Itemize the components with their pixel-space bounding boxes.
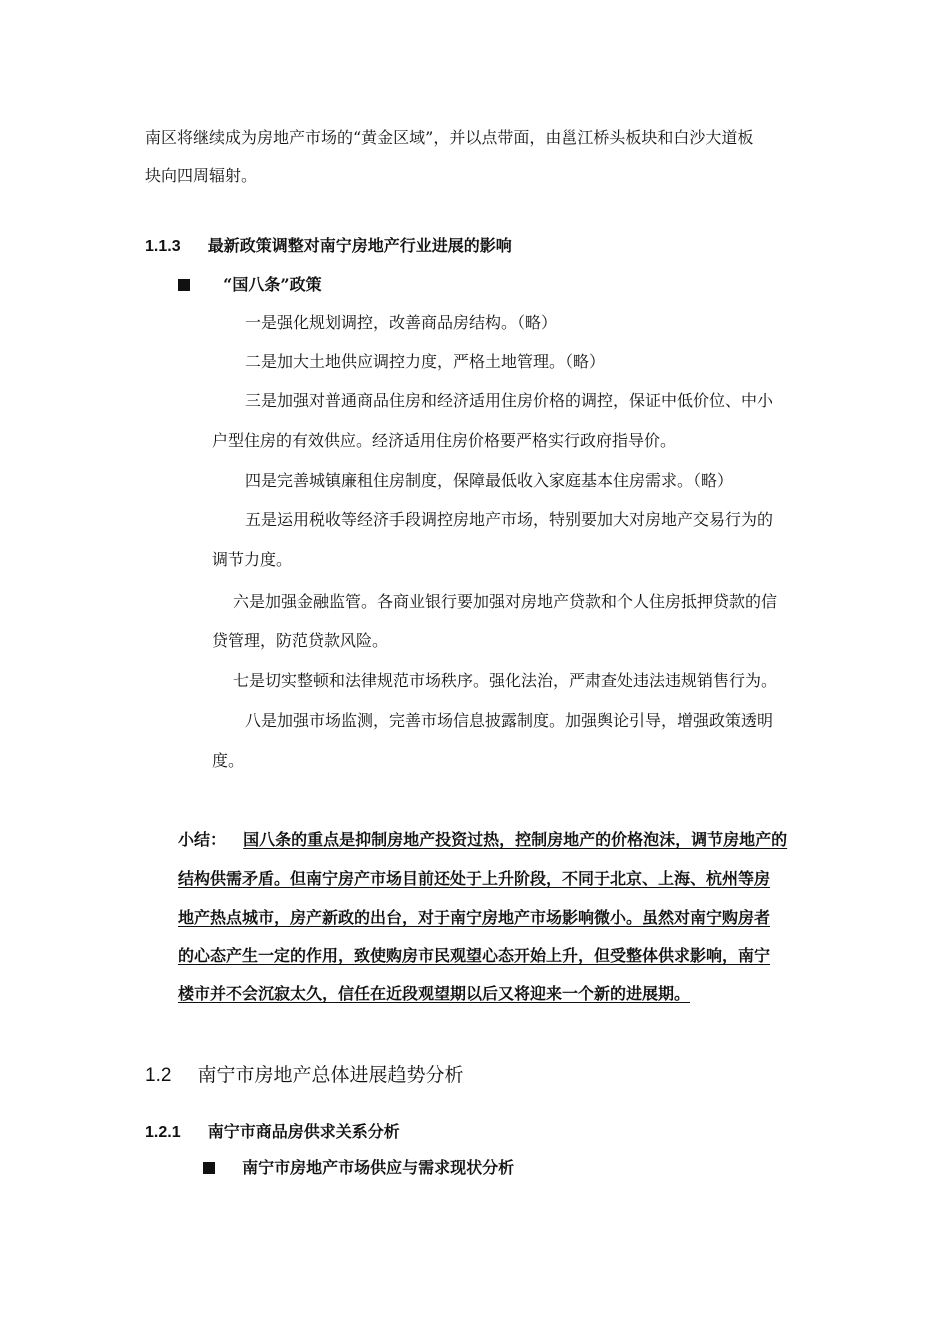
policy-item-5-line-2: 调节力度。: [212, 550, 293, 569]
intro-line-1: 南区将继续成为房地产市场的“黄金区域”，并以点带面，由邕江桥头板块和白沙大道板: [145, 128, 754, 147]
summary-line-5: 楼市并不会沉寂太久，信任在近段观望期以后又将迎来一个新的进展期。: [178, 984, 691, 1003]
summary-label: 小结：: [178, 830, 227, 849]
section-title: 南宁市商品房供求关系分析: [207, 1122, 400, 1141]
summary-text-1: 国八条的重点是抑制房地产投资过热，控制房地产的价格泡沫，调节房地产的: [243, 830, 788, 849]
section-number: 1.2: [145, 1065, 172, 1086]
policy-item-6-line-2: 贷管理，防范贷款风险。: [212, 631, 389, 650]
bullet-title: 南宁市房地产市场供应与需求现状分析: [242, 1158, 515, 1177]
policy-item-1: 一是强化规划调控，改善商品房结构。（略）: [245, 313, 558, 332]
section-title: 南宁市房地产总体进展趋势分析: [197, 1064, 464, 1086]
bullet-title: “国八条”政策: [223, 275, 322, 294]
intro-line-2: 块向四周辐射。: [145, 166, 258, 185]
policy-item-4: 四是完善城镇廉租住房制度，保障最低收入家庭基本住房需求。（略）: [245, 471, 734, 490]
square-bullet-icon: [203, 1162, 215, 1174]
section-heading-1-1-3: [145, 236, 512, 257]
section-number: 1.1.3: [145, 238, 181, 255]
section-heading-1-2: [145, 1063, 464, 1088]
summary-line-1: [178, 830, 787, 850]
square-bullet-icon: [178, 279, 190, 291]
summary-line-4: 的心态产生一定的作用，致使购房市民观望心态开始上升，但受整体供求影响，南宁: [178, 946, 771, 965]
section-number: 1.2.1: [145, 1124, 181, 1141]
bullet-heading-guobatiao: [178, 275, 322, 295]
summary-line-3: 地产热点城市，房产新政的出台，对于南宁房地产市场影响微小。虽然对南宁购房者: [178, 908, 771, 927]
policy-item-7: 七是切实整顿和法律规范市场秩序。强化法治，严肃查处违法违规销售行为。: [233, 671, 778, 690]
policy-item-8-line-1: 八是加强市场监测，完善市场信息披露制度。加强舆论引导，增强政策透明: [245, 711, 774, 730]
section-title: 最新政策调整对南宁房地产行业进展的影响: [207, 236, 512, 255]
section-heading-1-2-1: [145, 1122, 400, 1143]
policy-item-3-line-1: 三是加强对普通商品住房和经济适用住房价格的调控，保证中低价位、中小: [245, 391, 774, 410]
policy-item-5-line-1: 五是运用税收等经济手段调控房地产市场，特别要加大对房地产交易行为的: [245, 510, 774, 529]
policy-item-6-line-1: 六是加强金融监管。各商业银行要加强对房地产贷款和个人住房抵押贷款的信: [233, 592, 778, 611]
policy-item-3-line-2: 户型住房的有效供应。经济适用住房价格要严格实行政府指导价。: [212, 431, 677, 450]
bullet-heading-supply-demand: [203, 1158, 514, 1178]
policy-item-8-line-2: 度。: [212, 751, 245, 770]
policy-item-2: 二是加大土地供应调控力度，严格土地管理。（略）: [245, 352, 606, 371]
summary-line-2: 结构供需矛盾。但南宁房产市场目前还处于上升阶段，不同于北京、上海、杭州等房: [178, 869, 771, 888]
